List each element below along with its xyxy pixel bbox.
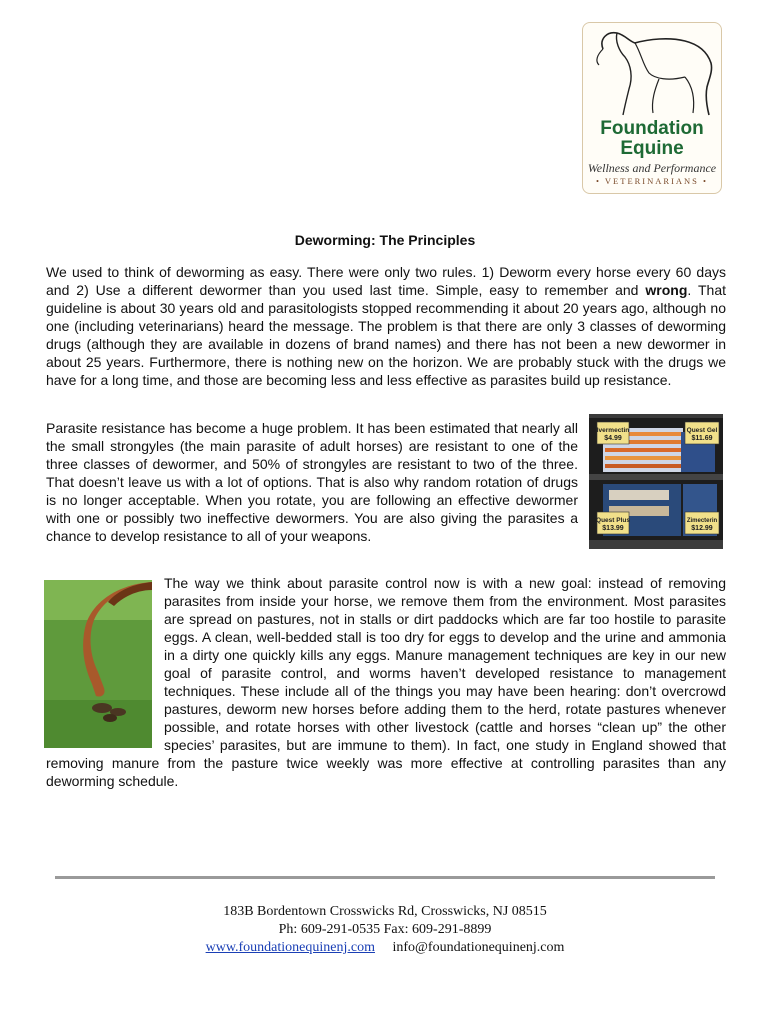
paragraph-deworming-history: [46, 263, 726, 389]
logo-subtitle: • VETERINARIANS •: [595, 176, 709, 186]
footer-divider: [55, 876, 715, 879]
price-tag-zimecterin-price: $12.99: [691, 525, 713, 532]
price-tag-quest: Quest Gel: [686, 427, 718, 434]
footer-contact: [0, 939, 770, 957]
price-tag-ivermectin: Ivermectin: [596, 427, 630, 434]
page-title: Deworming: The Principles: [294, 232, 476, 248]
paragraph1-text-a: We used to think of deworming as easy. There were only two rules. 1) Deworm every horse every 60 days and 2) Use a different dewormer than you used last time. Simple, easy to remember and: [46, 264, 726, 298]
price-tag-zimecterin: Zimecterin: [686, 518, 718, 524]
paragraph1-bold-word: wrong: [645, 282, 688, 298]
dewormer-shelf-photo: [589, 414, 723, 549]
logo-tagline: Wellness and Performance: [587, 161, 717, 175]
website-link[interactable]: www.foundationequinenj.com: [205, 940, 375, 955]
price-tag-quest-plus: Quest Plus: [596, 517, 630, 524]
footer-spacer: [378, 940, 389, 955]
logo-name-line2: Equine: [620, 138, 684, 159]
horse-logo-icon: [589, 27, 717, 119]
foundation-equine-logo: [582, 22, 722, 194]
footer-phone-fax: Ph: 609-291-0535 Fax: 609-291-8899: [278, 922, 492, 937]
price-tag-quest-plus-price: $13.99: [602, 525, 624, 532]
price-tag-quest-price: $11.69: [691, 435, 713, 442]
paragraph-parasite-control: [46, 574, 726, 790]
image-float-spacer: [46, 574, 158, 750]
logo-name-line1: Foundation: [600, 118, 704, 139]
email-address[interactable]: info@foundationequinenj.com: [392, 940, 565, 955]
paragraph1-text-b: . That guideline is about 30 years old and parasitologists stopped recommending it about 20 years ago, although no one (including veterinarians) heard the message. The problem is that there are only 3 classes of deworming drugs (although they are available in dozens of brand names) and there has not been a new dewormer in about 25 years. Furthermore, there is nothing new on the horizon. We are probably stuck with the drugs we have for a long time, and those are becoming less and less effective as parasites build up resistance.: [46, 282, 726, 388]
paragraph-parasite-resistance: Parasite resistance has become a huge problem. It has been estimated that nearly all the small strongyles (the main parasite of adult horses) are resistant to one of the three classes of dewormer, and 50% of strongyles are resistant to two of the three. That doesn’t leave us with a lot of options. That is also why random rotation of drugs is no longer acceptable. When you rotate, you are following an effective dewormer with one or possibly two ineffective dewormers. You are also giving the parasites a chance to develop resistance to all of your weapons.: [46, 420, 578, 544]
paragraph3-text: The way we think about parasite control now is with a new goal: instead of removing parasites from inside your horse, we remove them from the environment. Most parasites are spread on pastures, not in stalls or dirt paddocks which are far too hostile to parasite eggs. A clean, well-bedded stall is too dry for eggs to develop and the urine and ammonia in a dirty one quickly kills any eggs. Manure management techniques are key in our new goal of parasite control, and worms haven’t developed resistance to management techniques. These include all of the things you may have been hearing: don’t overcrowd pastures, deworm new horses before adding them to the herd, rotate pastures whenever possible, and rotate horses with other livestock (cattle and horses “clean up” the other species’ parasites, but are immune to them). In fact, one study in England showed that removing manure from the pasture twice weekly was more effective at controlling parasites than any deworming schedule.: [46, 575, 726, 789]
footer-address: 183B Bordentown Crosswicks Rd, Crosswicks, NJ 08515: [223, 904, 547, 919]
price-tag-ivermectin-price: $4.99: [604, 435, 622, 442]
